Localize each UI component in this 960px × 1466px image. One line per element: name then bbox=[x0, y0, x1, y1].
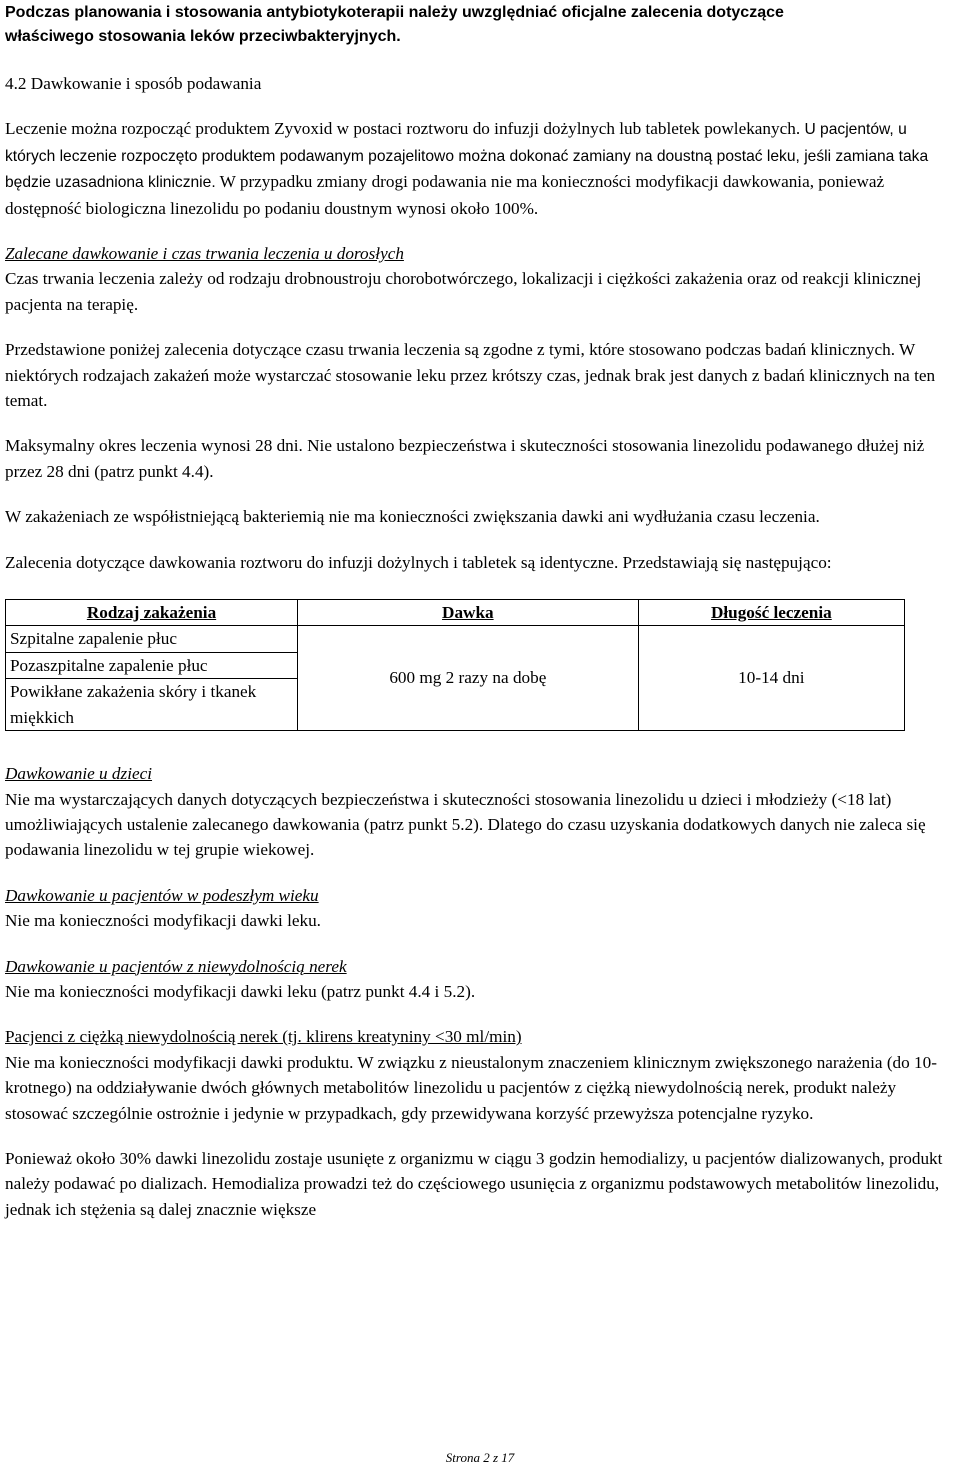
intro-serif: Leczenie można rozpocząć produktem Zyvoxid w postaci roztworu do infuzji dożylnych lub tabletek powlekanych. bbox=[5, 119, 801, 139]
adults-heading: Zalecane dawkowanie i czas trwania leczenia u dorosłych bbox=[5, 244, 404, 264]
severe-renal-heading: Pacjenci z ciężką niewydolnością nerek (tj. klirens kreatyniny <30 ml/min) bbox=[5, 1027, 522, 1047]
section-title: 4.2 Dawkowanie i sposób podawania bbox=[5, 74, 262, 93]
table-header-duration: Długość leczenia bbox=[638, 600, 904, 626]
table-header-infection: Rodzaj zakażenia bbox=[6, 600, 298, 626]
document-page bbox=[5, 0, 957, 1222]
table-cell-infection: Szpitalne zapalenie płuc bbox=[6, 626, 298, 653]
adults-paragraph-1: Czas trwania leczenia zależy od rodzaju drobnoustroju chorobotwórczego, lokalizacji i ciężkości zakażenia oraz od reakcji klinicznej pacjenta na terapię. bbox=[5, 269, 922, 314]
renal-text: Nie ma konieczności modyfikacji dawki leku (patrz punkt 4.4 i 5.2). bbox=[5, 981, 476, 1001]
table-cell-infection: Powikłane zakażenia skóry i tkanek miękkich bbox=[6, 679, 298, 731]
dialysis-text: Ponieważ około 30% dawki linezolidu zostaje usunięte z organizmu w ciągu 3 godzin hemodializy, u pacjentów dializowanych, produkt należy podawać po dializach. Hemodializa prowadzi też do częściowego usunięcia z organizmu podstawowych metabolitów linezolidu, jednak ich stężenia są dalej znacznie większe bbox=[5, 1148, 943, 1219]
severe-renal-text: Nie ma konieczności modyfikacji dawki produktu. W związku z nieustalonym znaczeniem klinicznym zwiększonego narażenia (do 10-krotnego) na oddziaływanie dwóch głównych metabolitów linezolidu u pacjentów z ciężką niewydolnością nerek, produkt należy stosować szczególnie ostrożnie i jedynie w przypadkach, gdy przewidywana korzyść przewyższa potencjalne ryzyko. bbox=[5, 1052, 937, 1123]
elderly-text: Nie ma konieczności modyfikacji dawki leku. bbox=[5, 911, 321, 931]
adults-paragraph-2: Przedstawione poniżej zalecenia dotyczące czasu trwania leczenia są zgodne z tymi, które stosowano podczas badań klinicznych. W niektórych rodzajach zakażeń może wystarczać stosowanie leku przez krótszy czas, jednak brak jest danych z badań klinicznych na ten temat. bbox=[5, 340, 936, 411]
adults-paragraph-4: W zakażeniach ze współistniejącą bakteriemią nie ma konieczności zwiększania dawki ani wydłużania czasu leczenia. bbox=[5, 507, 820, 527]
renal-heading: Dawkowanie u pacjentów z niewydolnością nerek bbox=[5, 956, 347, 976]
elderly-heading: Dawkowanie u pacjentów w podeszłym wieku bbox=[5, 885, 319, 905]
adults-paragraph-3: Maksymalny okres leczenia wynosi 28 dni. Nie ustalono bezpieczeństwa i skuteczności stosowania linezolidu podawanego dłużej niż przez 28 dni (patrz punkt 4.4). bbox=[5, 436, 925, 481]
header-line-1: Podczas planowania i stosowania antybiotykoterapii należy uwzględniać oficjalne zalecenia dotyczące bbox=[5, 4, 784, 21]
header-line-2: właściwego stosowania leków przeciwbakteryjnych. bbox=[5, 28, 401, 45]
table-cell-dose: 600 mg 2 razy na dobę bbox=[298, 626, 639, 731]
children-text: Nie ma wystarczających danych dotyczących bezpieczeństwa i skuteczności stosowania linezolidu u dzieci i młodzieży (<18 lat) umożliwiających ustalenie zalecanego dawkowania (patrz punkt 5.2). Dlatego do czasu uzyskania dodatkowych danych nie zaleca się podawania linezolidu w tej grupie wiekowej. bbox=[5, 789, 926, 860]
table-header-row bbox=[6, 600, 905, 626]
section-intro bbox=[5, 116, 957, 221]
adults-paragraph-5: Zalecenia dotyczące dawkowania roztworu do infuzji dożylnych i tabletek są identyczne. Przedstawiają się następująco: bbox=[5, 552, 832, 572]
dosage-table bbox=[5, 599, 905, 731]
children-heading: Dawkowanie u dzieci bbox=[5, 764, 153, 784]
page-footer: Strona 2 z 17 bbox=[445, 1450, 515, 1465]
intro-sans: U pacjentów, u których leczenie rozpoczęto produktem podawanym pozajelitowo można dokonać zamiany na doustną postać leku, jeśli zamiana taka będzie uzasadniona klinicznie. bbox=[5, 121, 929, 192]
intro-serif-2: W przypadku zmiany drogi podawania nie ma konieczności modyfikacji dawkowania, ponieważ dostępność biologiczna linezolidu po podaniu doustnym wynosi około 100%. bbox=[5, 172, 885, 218]
table-row bbox=[6, 626, 905, 653]
table-header-dose: Dawka bbox=[298, 600, 639, 626]
table-cell-duration: 10‐14 dni bbox=[638, 626, 904, 731]
table-cell-infection: Pozaszpitalne zapalenie płuc bbox=[6, 652, 298, 679]
